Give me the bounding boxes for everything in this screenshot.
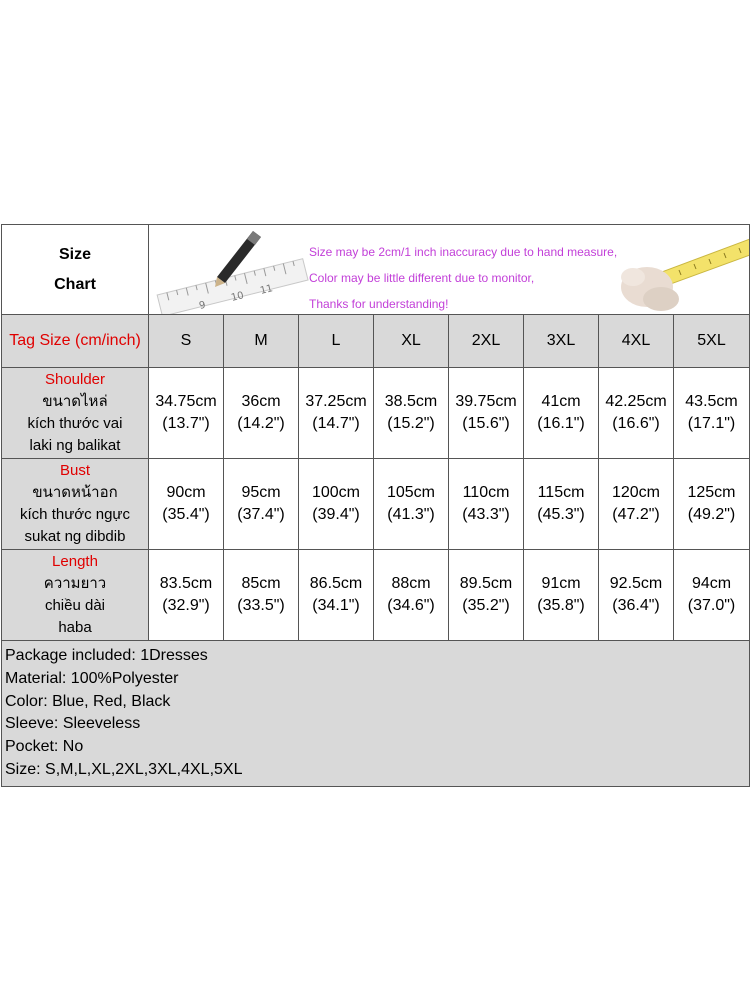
row-label-en: Length bbox=[52, 553, 98, 570]
bust-row bbox=[2, 459, 750, 550]
inch-value: (35.4") bbox=[162, 506, 210, 523]
table-cell bbox=[449, 459, 524, 550]
product-info-row bbox=[2, 641, 750, 787]
row-label-fil: haba bbox=[58, 619, 92, 636]
table-cell bbox=[299, 368, 374, 459]
info-line: Pocket: No bbox=[5, 738, 84, 756]
table-cell bbox=[299, 550, 374, 641]
size-header: 3XL bbox=[524, 315, 599, 368]
ruler-number: 9 bbox=[198, 299, 207, 312]
tag-size-row bbox=[2, 315, 750, 368]
title-line-1: Size bbox=[58, 245, 91, 263]
cm-value: 85cm bbox=[241, 575, 281, 592]
table-cell bbox=[524, 459, 599, 550]
cm-value: 125cm bbox=[687, 484, 736, 501]
cm-value: 91cm bbox=[541, 575, 581, 592]
inch-value: (15.6") bbox=[462, 415, 510, 432]
cm-value: 100cm bbox=[311, 484, 361, 501]
tag-size-label: Tag Size (cm/inch) bbox=[2, 315, 149, 368]
size-header: L bbox=[299, 315, 374, 368]
table-cell bbox=[599, 459, 674, 550]
info-line: Package included: 1Dresses bbox=[5, 647, 208, 664]
table-cell bbox=[374, 550, 449, 641]
inch-value: (17.1") bbox=[687, 415, 736, 432]
inch-value: (33.5") bbox=[237, 597, 285, 614]
size-header: 2XL bbox=[449, 315, 524, 368]
inch-value: (35.2") bbox=[462, 597, 510, 614]
title-line-2: Chart bbox=[54, 275, 96, 293]
cm-value: 41cm bbox=[541, 393, 581, 410]
table-cell bbox=[224, 368, 299, 459]
size-header: 4XL bbox=[599, 315, 674, 368]
inch-value: (34.6") bbox=[387, 597, 435, 614]
cm-value: 90cm bbox=[166, 484, 206, 501]
table-cell bbox=[224, 459, 299, 550]
size-header: S bbox=[149, 315, 224, 368]
inch-value: (15.2") bbox=[387, 415, 435, 432]
cm-value: 38.5cm bbox=[384, 393, 438, 410]
cm-value: 37.25cm bbox=[305, 393, 367, 410]
info-line: Size: S,M,L,XL,2XL,3XL,4XL,5XL bbox=[5, 760, 243, 778]
inch-value: (43.3") bbox=[462, 506, 510, 523]
table-cell bbox=[524, 368, 599, 459]
size-header: XL bbox=[374, 315, 449, 368]
info-line: Sleeve: Sleeveless bbox=[5, 715, 141, 733]
bust-label bbox=[2, 459, 149, 550]
shoulder-label bbox=[2, 368, 149, 459]
inch-value: (16.6") bbox=[612, 415, 660, 432]
table-cell bbox=[449, 368, 524, 459]
inch-value: (16.1") bbox=[537, 415, 585, 432]
row-label-th: ขนาดหน้าอก bbox=[32, 484, 118, 501]
banner-line: Size may be 2cm/1 inch inaccuracy due to hand measure, bbox=[309, 245, 618, 259]
size-chart-title bbox=[2, 225, 149, 315]
row-label-vi: kích thước ngực bbox=[20, 506, 130, 523]
banner-line: Thanks for understanding! bbox=[309, 297, 449, 311]
inch-value: (35.8") bbox=[537, 597, 585, 614]
table-cell bbox=[449, 550, 524, 641]
measurement-banner bbox=[149, 225, 750, 315]
inch-value: (14.7") bbox=[312, 415, 360, 432]
size-header: 5XL bbox=[674, 315, 750, 368]
hand-tape-measure-icon bbox=[621, 239, 750, 311]
title-row bbox=[2, 225, 750, 315]
table-cell bbox=[674, 459, 750, 550]
inch-value: (47.2") bbox=[612, 506, 660, 523]
table-cell bbox=[224, 550, 299, 641]
cm-value: 88cm bbox=[391, 575, 431, 592]
shoulder-row bbox=[2, 368, 750, 459]
table-cell bbox=[374, 368, 449, 459]
table-cell bbox=[149, 459, 224, 550]
inch-value: (34.1") bbox=[312, 597, 360, 614]
row-label-vi: kích thước vai bbox=[27, 415, 123, 432]
table-cell bbox=[524, 550, 599, 641]
inch-value: (32.9") bbox=[162, 597, 210, 614]
banner-line: Color may be little different due to monitor, bbox=[309, 271, 535, 285]
table-cell bbox=[149, 368, 224, 459]
cm-value: 95cm bbox=[241, 484, 281, 501]
inch-value: (37.0") bbox=[687, 597, 736, 614]
table-cell bbox=[674, 368, 750, 459]
cm-value: 115cm bbox=[537, 484, 585, 501]
cm-value: 34.75cm bbox=[155, 393, 217, 410]
ruler-number: 10 bbox=[230, 290, 246, 304]
row-label-th: ความยาว bbox=[43, 575, 107, 592]
product-info bbox=[2, 641, 750, 787]
ruler-number: 11 bbox=[259, 283, 275, 297]
cm-value: 39.75cm bbox=[455, 393, 517, 410]
length-label bbox=[2, 550, 149, 641]
table-cell bbox=[674, 550, 750, 641]
size-chart-table bbox=[1, 224, 750, 787]
cm-value: 43.5cm bbox=[685, 393, 738, 410]
row-label-fil: sukat ng dibdib bbox=[24, 528, 126, 545]
row-label-vi: chiều dài bbox=[44, 597, 106, 614]
inch-value: (45.3") bbox=[537, 506, 585, 523]
info-line: Color: Blue, Red, Black bbox=[5, 692, 171, 710]
cm-value: 36cm bbox=[241, 393, 281, 410]
row-label-en: Shoulder bbox=[44, 371, 106, 388]
inch-value: (41.3") bbox=[387, 506, 435, 523]
inch-value: (39.4") bbox=[312, 506, 360, 523]
inch-value: (14.2") bbox=[237, 415, 285, 432]
length-row bbox=[2, 550, 750, 641]
cm-value: 94cm bbox=[691, 575, 732, 592]
table-cell bbox=[599, 550, 674, 641]
cm-value: 92.5cm bbox=[609, 575, 663, 592]
cm-value: 89.5cm bbox=[459, 575, 513, 592]
cm-value: 105cm bbox=[386, 484, 436, 501]
table-cell bbox=[599, 368, 674, 459]
cm-value: 120cm bbox=[611, 484, 661, 501]
row-label-th: ขนาดไหล่ bbox=[42, 393, 108, 410]
size-header: M bbox=[224, 315, 299, 368]
info-line: Material: 100%Polyester bbox=[5, 669, 179, 687]
cm-value: 86.5cm bbox=[309, 575, 363, 592]
row-label-fil: laki ng balikat bbox=[29, 437, 121, 454]
cm-value: 110cm bbox=[462, 484, 510, 501]
row-label-en: Bust bbox=[59, 462, 90, 479]
cm-value: 83.5cm bbox=[159, 575, 213, 592]
cm-value: 42.25cm bbox=[605, 393, 667, 410]
table-cell bbox=[149, 550, 224, 641]
inch-value: (37.4") bbox=[237, 506, 285, 523]
inch-value: (13.7") bbox=[162, 415, 210, 432]
banner-notes bbox=[309, 239, 617, 315]
table-cell bbox=[374, 459, 449, 550]
inch-value: (49.2") bbox=[687, 506, 736, 523]
table-cell bbox=[299, 459, 374, 550]
inch-value: (36.4") bbox=[612, 597, 660, 614]
